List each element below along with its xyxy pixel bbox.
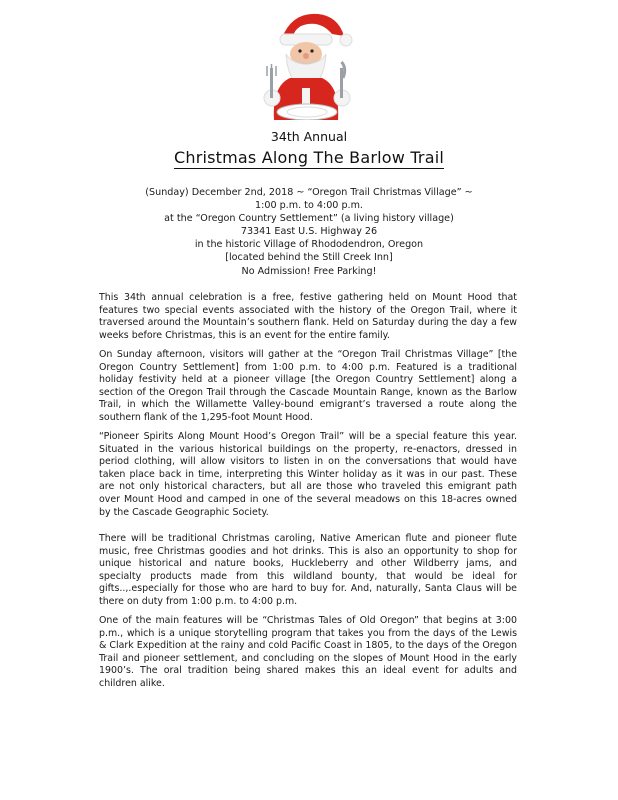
event-date-line: (Sunday) December 2nd, 2018 ~ “Oregon Trail Christmas Village” ~	[145, 187, 473, 198]
paragraph-activities: There will be traditional Christmas caroling, Native American flute and pioneer flute music, free Christmas goodies and hot drinks. This is also an opportunity to shop for unique historical and nature books, Huckleberry and other Wildberry jams, and specialty products made from this wildland bounty, that would be ideal for gifts..,.especially for those who are hard to buy for. And, naturally, Santa Claus will be there on duty from 1:00 p.m. to 4:00 p.m.	[99, 533, 517, 607]
paragraph-pioneer-spirits: “Pioneer Spirits Along Mount Hood’s Oregon Trail” will be a special feature this year. Situated in the various historical buildings on the property, re-enactors, dressed in period clothing, will allow visitors to listen in on the conversations that would have taken place back in time, interpreting this Winter holiday as it was in our past. These are not only historical characters, but all are those who traveled this emigrant path over Mount Hood and camped in one of the several meadows on this 18-acres owned by the Cascade Geographic Society.	[99, 431, 517, 518]
event-time-line: 1:00 p.m. to 4:00 p.m.	[255, 200, 363, 211]
paragraph-village: On Sunday afternoon, visitors will gather at the “Oregon Trail Christmas Village” [the Oregon Country Settlement] from 1:00 p.m. to 4:00 p.m. Featured is a traditional holiday festivity held at a pioneer village [the Oregon Country Settlement] along a section of the Oregon Trail through the Cascade Mountain Range, known as the Barlow Trail, in which the Willamette Valley-bound emigrant’s traversed a route along the southern flank of the 1,295-foot Mount Hood.	[99, 349, 517, 423]
page-title-text: Christmas Along The Barlow Trail	[173, 148, 445, 167]
event-address-line: 73341 East U.S. Highway 26	[240, 226, 378, 237]
paragraph-storytelling: One of the main features will be “Christmas Tales of Old Oregon” that begins at 3:00 p.m., which is a unique storytelling program that takes you from the days of the Lewis & Clark Expedition at the rainy and cold Pacific Coast in 1805, to the days of the Oregon Trail and pioneer settlement, and concluding on the slopes of Mount Hood in the early 1900’s. The oral tradition being shared makes this an ideal event for adults and children alike.	[99, 615, 517, 689]
admission-note: No Admission! Free Parking!	[241, 266, 377, 277]
event-location-note: [located behind the Still Creek Inn]	[225, 252, 393, 263]
event-info	[0, 186, 618, 264]
edition-label: 34th Annual	[270, 129, 348, 144]
santa-claus-illustration	[252, 8, 362, 120]
event-town-line: in the historic Village of Rhododendron, Oregon	[194, 239, 424, 250]
event-venue-line: at the “Oregon Country Settlement” (a living history village)	[164, 213, 454, 224]
paragraph-intro: This 34th annual celebration is a free, festive gathering held on Mount Hood that features two special events associated with the history of the Oregon Trail, where it traversed around the Mountain’s southern flank. Held on Saturday during the day a few weeks before Christmas, this is an event for the entire family.	[99, 292, 517, 341]
page-title	[0, 148, 618, 167]
